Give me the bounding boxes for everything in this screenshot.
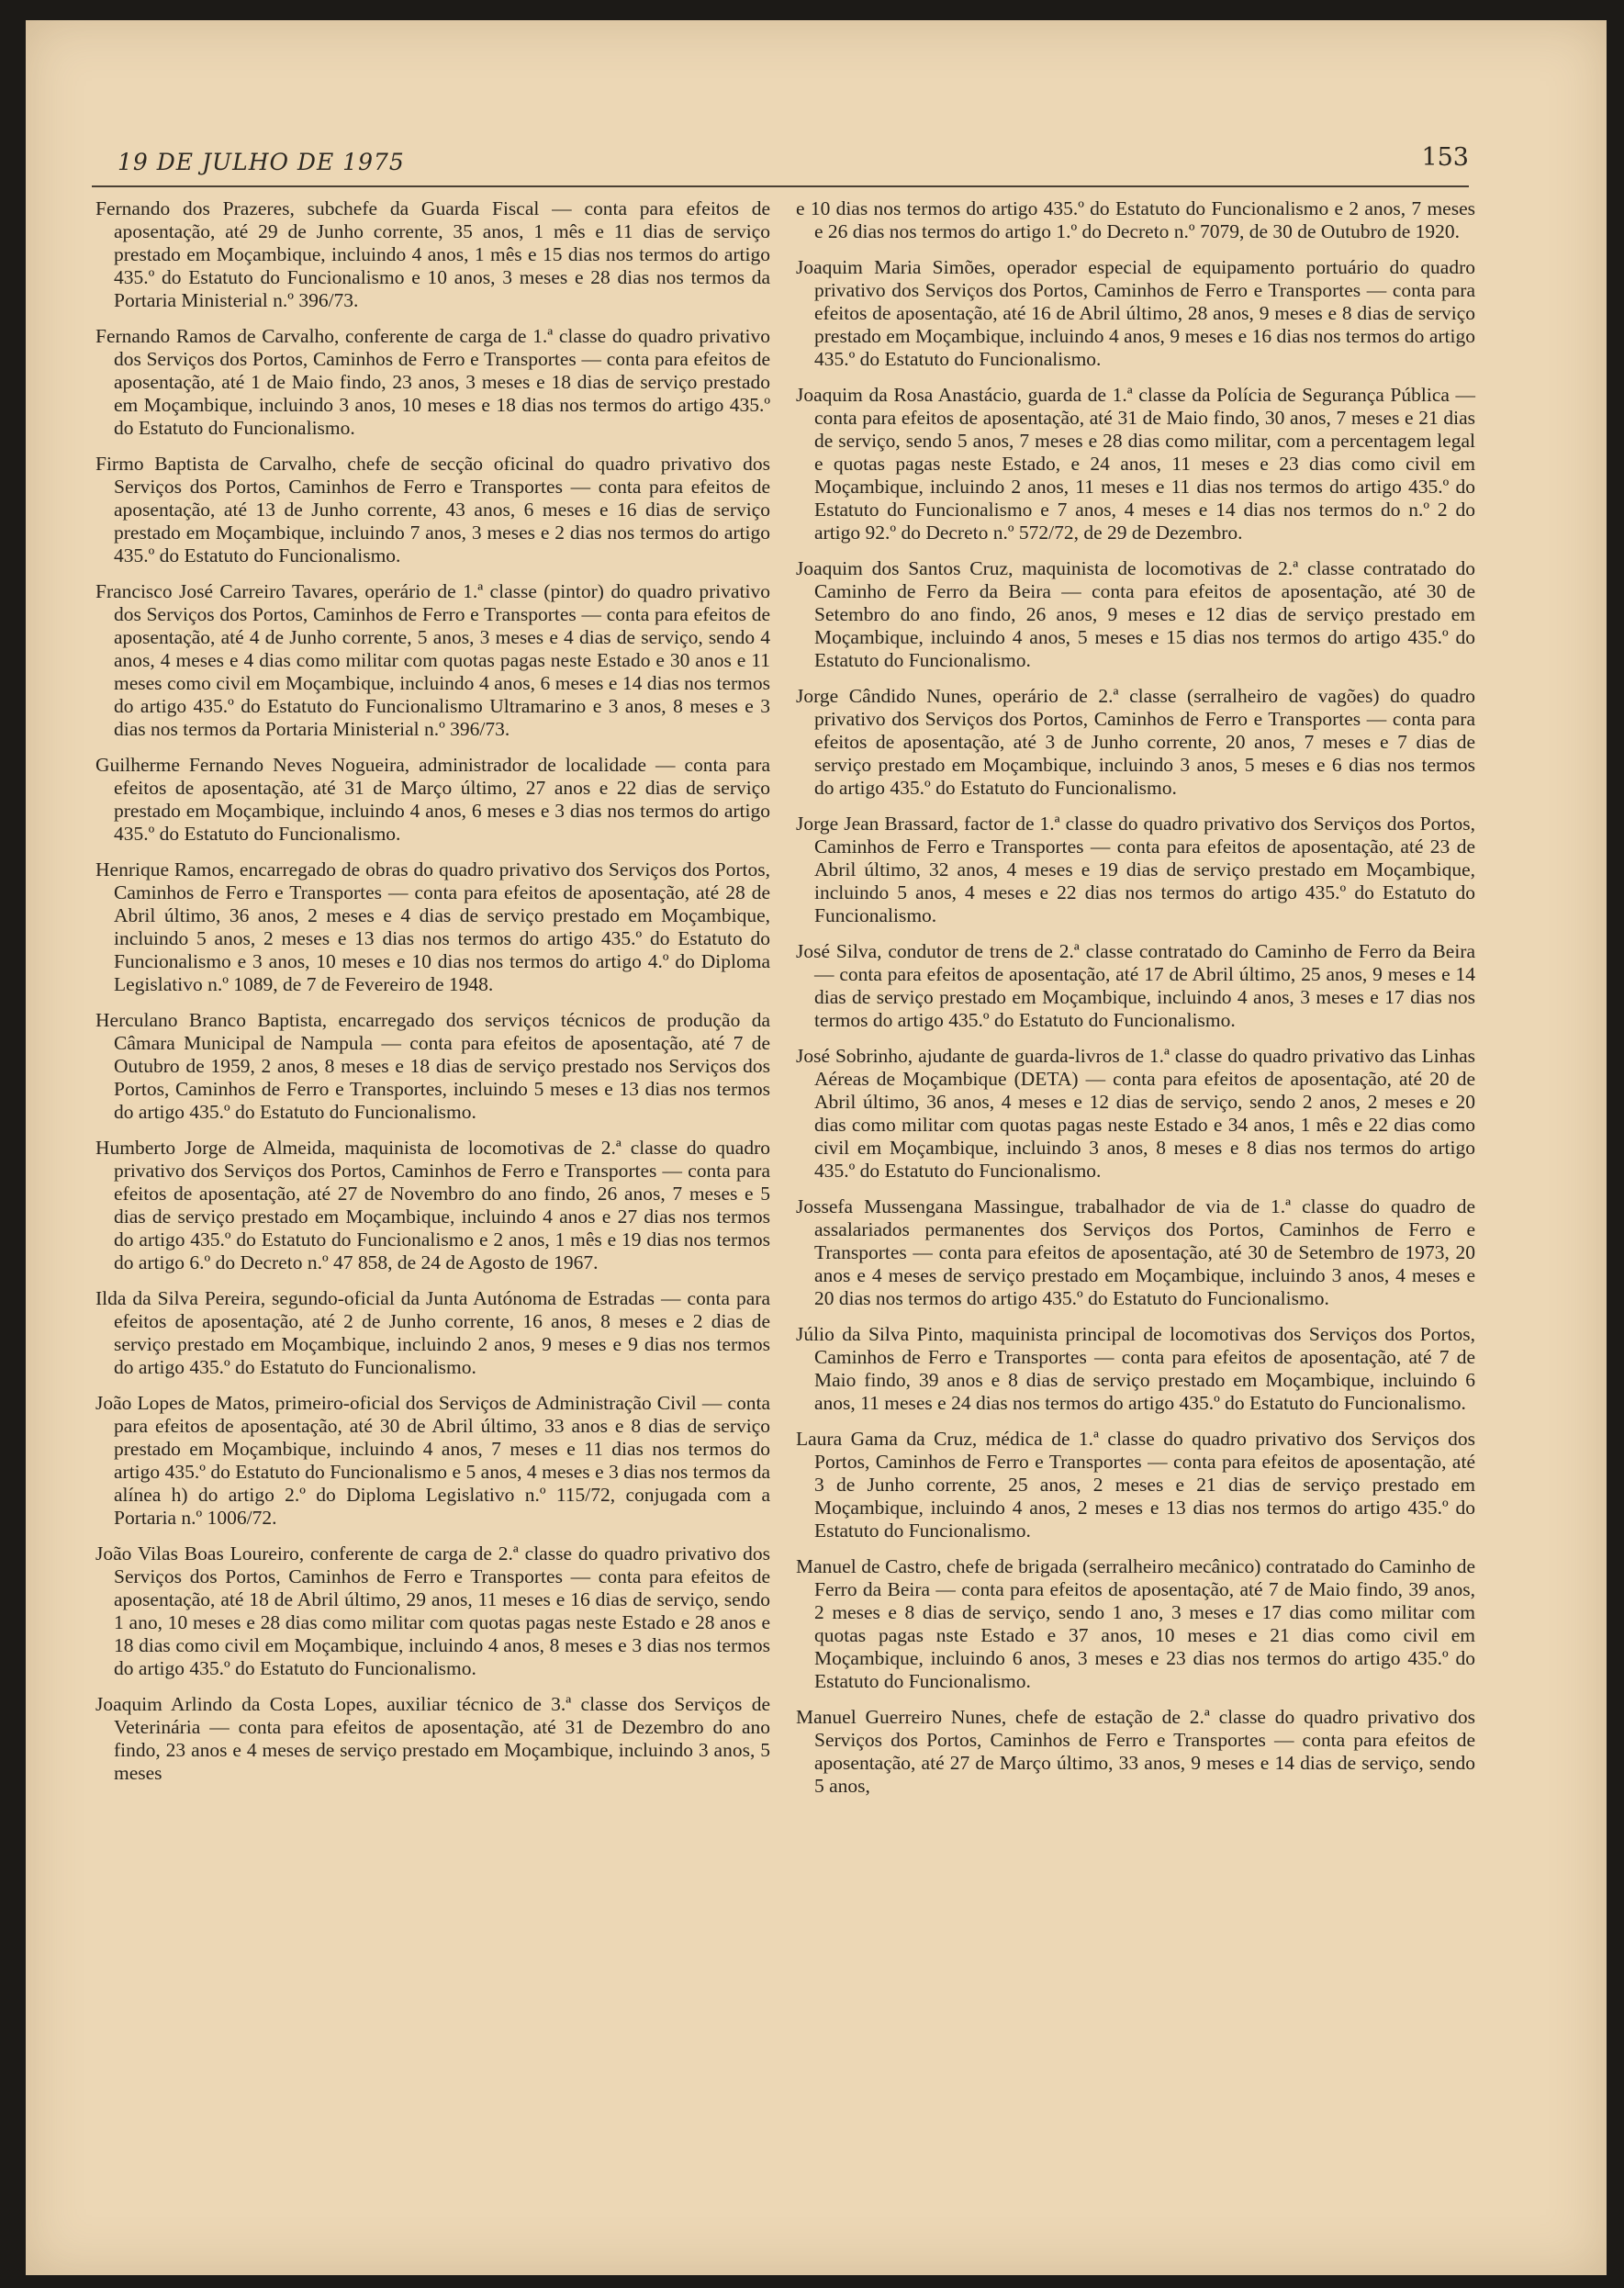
- entry-paragraph: Jorge Jean Brassard, factor de 1.ª classe do quadro privativo dos Serviços dos Portos, Caminhos de Ferro e Transportes — conta para efeitos de aposentação, até 23 de Abril último, 32 anos, 4 meses e 19 dias de serviço prestado em Moçambique, incluindo 5 anos, 4 meses e 22 dias nos termos do artigo 435.º do Estatuto do Funcionalismo.: [796, 813, 1475, 926]
- page-header: [92, 130, 1469, 187]
- right-column: [796, 197, 1475, 1811]
- entry-paragraph: Francisco José Carreiro Tavares, operário de 1.ª classe (pintor) do quadro privativo dos Serviços dos Portos, Caminhos de Ferro e Transportes — conta para efeitos de aposentação, até 4 de Junho corrente, 5 anos, 3 meses e 4 dias de serviço, sendo 4 anos, 4 meses e 4 dias como militar com quotas pagas neste Estado e 30 anos e 11 meses como civil em Moçambique, incluindo 4 anos, 6 meses e 14 dias nos termos do artigo 435.º do Estatuto do Funcionalismo Ultramarino e 3 anos, 8 meses e 3 dias nos termos da Portaria Ministerial n.º 396/73.: [95, 580, 770, 740]
- entry-paragraph: Henrique Ramos, encarregado de obras do quadro privativo dos Serviços dos Portos, Caminhos de Ferro e Transportes — conta para efeitos de aposentação, até 28 de Abril último, 36 anos, 2 meses e 4 dias de serviço prestado em Moçambique, incluindo 5 anos, 2 meses e 13 dias nos termos do artigo 435.º do Estatuto do Funcionalismo e 3 anos, 10 meses e 10 dias nos termos do artigo 4.º do Diploma Legislativo n.º 1089, de 7 de Fevereiro de 1948.: [95, 858, 770, 995]
- entry-paragraph: Firmo Baptista de Carvalho, chefe de secção oficinal do quadro privativo dos Serviços dos Portos, Caminhos de Ferro e Transportes — conta para efeitos de aposentação, até 13 de Junho corrente, 43 anos, 6 meses e 16 dias de serviço prestado em Moçambique, incluindo 7 anos, 3 meses e 2 dias nos termos do artigo 435.º do Estatuto do Funcionalismo.: [95, 453, 770, 566]
- entry-paragraph: Guilherme Fernando Neves Nogueira, administrador de localidade — conta para efeitos de aposentação, até 31 de Março último, 27 anos e 22 dias de serviço prestado em Moçambique, incluindo 4 anos, 6 meses e 3 dias nos termos do artigo 435.º do Estatuto do Funcionalismo.: [95, 754, 770, 845]
- entry-paragraph: Ilda da Silva Pereira, segundo-oficial da Junta Autónoma de Estradas — conta para efeitos de aposentação, até 2 de Junho corrente, 16 anos, 8 meses e 2 dias de serviço prestado em Moçambique, incluindo 2 anos, 9 meses e 9 dias nos termos do artigo 435.º do Estatuto do Funcionalismo.: [95, 1287, 770, 1378]
- header-date: 19 DE JULHO DE 1975: [118, 149, 405, 175]
- entry-paragraph: Júlio da Silva Pinto, maquinista principal de locomotivas dos Serviços dos Portos, Caminhos de Ferro e Transportes — conta para efeitos de aposentação, até 7 de Maio findo, 39 anos e 8 dias de serviço prestado em Moçambique, incluindo 6 anos, 11 meses e 24 dias nos termos do artigo 435.º do Estatuto do Funcionalismo.: [796, 1323, 1475, 1414]
- entry-paragraph: Herculano Branco Baptista, encarregado dos serviços técnicos de produção da Câmara Municipal de Nampula — conta para efeitos de aposentação, até 7 de Outubro de 1959, 2 anos, 8 meses e 18 dias de serviço prestado nos Serviços dos Portos, Caminhos de Ferro e Transportes, incluindo 5 meses e 13 dias nos termos do artigo 435.º do Estatuto do Funcionalismo.: [95, 1009, 770, 1123]
- entry-paragraph: Joaquim Maria Simões, operador especial de equipamento portuário do quadro privativo dos Serviços dos Portos, Caminhos de Ferro e Transportes — conta para efeitos de aposentação, até 16 de Abril último, 28 anos, 9 meses e 8 dias de serviço prestado em Moçambique, incluindo 4 anos, 9 meses e 16 dias nos termos do artigo 435.º do Estatuto do Funcionalismo.: [796, 256, 1475, 370]
- entry-paragraph: e 10 dias nos termos do artigo 435.º do Estatuto do Funcionalismo e 2 anos, 7 meses e 26 dias nos termos do artigo 1.º do Decreto n.º 7079, de 30 de Outubro de 1920.: [796, 197, 1475, 242]
- entry-paragraph: João Vilas Boas Loureiro, conferente de carga de 2.ª classe do quadro privativo dos Serviços dos Portos, Caminhos de Ferro e Transportes — conta para efeitos de aposentação, até 18 de Abril último, 29 anos, 11 meses e 16 dias de serviço, sendo 1 ano, 10 meses e 28 dias como militar com quotas pagas neste Estado e 28 anos e 18 dias como civil em Moçambique, incluindo 4 anos, 8 meses e 3 dias nos termos do artigo 435.º do Estatuto do Funcionalismo.: [95, 1542, 770, 1679]
- left-column: [95, 197, 770, 1798]
- entry-paragraph: Joaquim dos Santos Cruz, maquinista de locomotivas de 2.ª classe contratado do Caminho de Ferro da Beira — conta para efeitos de aposentação, até 30 de Setembro do ano findo, 26 anos, 9 meses e 12 dias de serviço prestado em Moçambique, incluindo 4 anos, 5 meses e 15 dias nos termos do artigo 435.º do Estatuto do Funcionalismo.: [796, 557, 1475, 671]
- page-number: 153: [1421, 143, 1469, 172]
- entry-paragraph: Jossefa Mussengana Massingue, trabalhador de via de 1.ª classe do quadro de assalariados permanentes dos Serviços dos Portos, Caminhos de Ferro e Transportes — conta para efeitos de aposentação, até 30 de Setembro de 1973, 20 anos e 4 meses de serviço prestado em Moçambique, incluindo 3 anos, 4 meses e 20 dias nos termos do artigo 435.º do Estatuto do Funcionalismo.: [796, 1195, 1475, 1309]
- entry-paragraph: Manuel de Castro, chefe de brigada (serralheiro mecânico) contratado do Caminho de Ferro da Beira — conta para efeitos de aposentação, até 7 de Maio findo, 39 anos, 2 meses e 8 dias de serviço, sendo 1 ano, 3 meses e 17 dias como militar com quotas pagas nste Estado e 37 anos, 10 meses e 21 dias como civil em Moçambique, incluindo 6 anos, 3 meses e 23 dias nos termos do artigo 435.º do Estatuto do Funcionalismo.: [796, 1555, 1475, 1692]
- entry-paragraph: Joaquim Arlindo da Costa Lopes, auxiliar técnico de 3.ª classe dos Serviços de Veterinária — conta para efeitos de aposentação, até 31 de Dezembro do ano findo, 23 anos e 4 meses de serviço prestado em Moçambique, incluindo 3 anos, 5 meses: [95, 1693, 770, 1784]
- entry-paragraph: João Lopes de Matos, primeiro-oficial dos Serviços de Administração Civil — conta para efeitos de aposentação, até 30 de Abril último, 33 anos e 8 dias de serviço prestado em Moçambique, incluindo 4 anos, 7 meses e 11 dias nos termos do artigo 435.º do Estatuto do Funcionalismo e 5 anos, 4 meses e 3 dias nos termos da alínea h) do artigo 2.º do Diploma Legislativo n.º 115/72, conjugada com a Portaria n.º 1006/72.: [95, 1392, 770, 1529]
- entry-paragraph: Fernando Ramos de Carvalho, conferente de carga de 1.ª classe do quadro privativo dos Serviços dos Portos, Caminhos de Ferro e Transportes — conta para efeitos de aposentação, até 1 de Maio findo, 23 anos, 3 meses e 18 dias de serviço prestado em Moçambique, incluindo 3 anos, 10 meses e 18 dias nos termos do artigo 435.º do Estatuto do Funcionalismo.: [95, 325, 770, 439]
- entry-paragraph: Laura Gama da Cruz, médica de 1.ª classe do quadro privativo dos Serviços dos Portos, Caminhos de Ferro e Transportes — conta para efeitos de aposentação, até 3 de Junho corrente, 25 anos, 2 meses e 21 dias de serviço prestado em Moçambique, incluindo 4 anos, 2 meses e 13 dias nos termos do artigo 435.º do Estatuto do Funcionalismo.: [796, 1428, 1475, 1542]
- document-page: [26, 20, 1607, 2275]
- entry-paragraph: Manuel Guerreiro Nunes, chefe de estação de 2.ª classe do quadro privativo dos Serviços dos Portos, Caminhos de Ferro e Transportes — conta para efeitos de aposentação, até 27 de Março último, 33 anos, 9 meses e 14 dias de serviço, sendo 5 anos,: [796, 1706, 1475, 1797]
- entry-paragraph: José Sobrinho, ajudante de guarda-livros de 1.ª classe do quadro privativo das Linhas Aéreas de Moçambique (DETA) — conta para efeitos de aposentação, até 20 de Abril último, 36 anos, 4 meses e 12 dias de serviço, sendo 2 anos, 2 meses e 20 dias como militar com quotas pagas neste Estado e 34 anos, 1 mês e 22 dias como civil em Moçambique, incluindo 3 anos, 8 meses e 8 dias nos termos do artigo 435.º do Estatuto do Funcionalismo.: [796, 1045, 1475, 1182]
- entry-paragraph: Jorge Cândido Nunes, operário de 2.ª classe (serralheiro de vagões) do quadro privativo dos Serviços dos Portos, Caminhos de Ferro e Transportes — conta para efeitos de aposentação, até 3 de Junho corrente, 20 anos, 7 meses e 7 dias de serviço prestado em Moçambique, incluindo 3 anos, 5 meses e 6 dias nos termos do artigo 435.º do Estatuto do Funcionalismo.: [796, 685, 1475, 799]
- entry-paragraph: José Silva, condutor de trens de 2.ª classe contratado do Caminho de Ferro da Beira — conta para efeitos de aposentação, até 17 de Abril último, 25 anos, 9 meses e 14 dias de serviço prestado em Moçambique, incluindo 4 anos, 3 meses e 17 dias nos termos do artigo 435.º do Estatuto do Funcionalismo.: [796, 940, 1475, 1031]
- entry-paragraph: Humberto Jorge de Almeida, maquinista de locomotivas de 2.ª classe do quadro privativo dos Serviços dos Portos, Caminhos de Ferro e Transportes — conta para efeitos de aposentação, até 27 de Novembro do ano findo, 26 anos, 7 meses e 5 dias de serviço prestado em Moçambique, incluindo 4 anos e 27 dias nos termos do artigo 435.º do Estatuto do Funcionalismo e 2 anos, 1 mês e 19 dias nos termos do artigo 6.º do Decreto n.º 47 858, de 24 de Agosto de 1967.: [95, 1137, 770, 1273]
- entry-paragraph: Joaquim da Rosa Anastácio, guarda de 1.ª classe da Polícia de Segurança Pública — conta para efeitos de aposentação, até 31 de Maio findo, 30 anos, 7 meses e 21 dias de serviço, sendo 5 anos, 7 meses e 28 dias como militar, com a percentagem legal e quotas pagas neste Estado, e 24 anos, 11 meses e 23 dias como civil em Moçambique, incluindo 2 anos, 11 meses e 11 dias nos termos do artigo 435.º do Estatuto do Funcionalismo e 7 anos, 4 meses e 14 dias nos termos do n.º 2 do artigo 92.º do Decreto n.º 572/72, de 29 de Dezembro.: [796, 384, 1475, 544]
- entry-paragraph: Fernando dos Prazeres, subchefe da Guarda Fiscal — conta para efeitos de aposentação, até 29 de Junho corrente, 35 anos, 1 mês e 11 dias de serviço prestado em Moçambique, incluindo 4 anos, 1 mês e 15 dias nos termos do artigo 435.º do Estatuto do Funcionalismo e 10 anos, 3 meses e 28 dias nos termos da Portaria Ministerial n.º 396/73.: [95, 197, 770, 311]
